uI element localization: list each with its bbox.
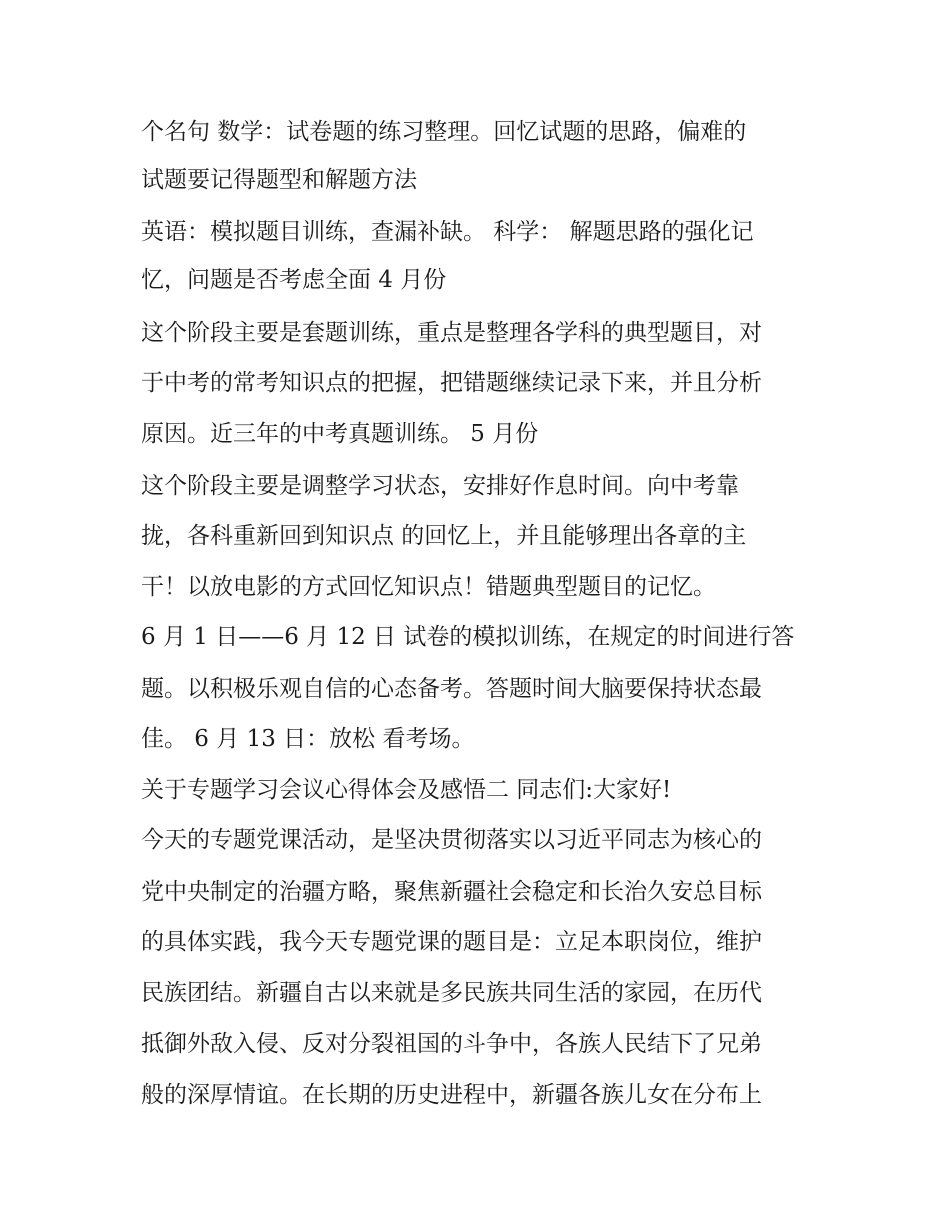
text-line-13: 佳。 6 月 13 日：放松 看考场。 [141,726,475,752]
text-line-2: 试题要记得题型和解题方法 [141,167,417,193]
text-line-14: 关于专题学习会议心得体会及感悟二 同志们:大家好! [141,777,672,803]
text-line-1: 个名句 数学：试卷题的练习整理。回忆试题的思路，偏难的 [141,119,747,145]
text-line-17: 的具体实践，我今天专题党课的题目是：立足本职岗位，维护 [141,929,762,955]
text-line-12: 题。以积极乐观自信的心态备考。答题时间大脑要保持状态最 [141,676,762,702]
text-line-16: 党中央制定的治疆方略，聚焦新疆社会稳定和长治久安总目标 [141,879,762,905]
text-line-5: 这个阶段主要是套题训练，重点是整理各学科的典型题目，对 [141,320,762,346]
text-line-18: 民族团结。新疆自古以来就是多民族共同生活的家园，在历代 [141,980,762,1006]
text-line-3: 英语：模拟题目训练，查漏补缺。 科学： 解题思路的强化记 [141,219,754,245]
text-line-15: 今天的专题党课活动，是坚决贯彻落实以习近平同志为核心的 [141,827,762,853]
text-line-19: 抵御外敌入侵、反对分裂祖国的斗争中，各族人民结下了兄弟 [141,1031,762,1057]
text-line-10: 干！以放电影的方式回忆知识点！错题典型题目的记忆。 [141,574,716,600]
text-line-11: 6 月 1 日——6 月 12 日 试卷的模拟训练，在规定的时间进行答 [141,624,795,650]
text-line-8: 这个阶段主要是调整学习状态，安排好作息时间。向中考靠 [141,473,739,499]
text-line-9: 拢，各科重新回到知识点 的回忆上，并且能够理出各章的主 [141,523,747,549]
text-line-20: 般的深厚情谊。在长期的历史进程中，新疆各族儿女在分布上 [141,1082,762,1108]
text-line-6: 于中考的常考知识点的把握，把错题继续记录下来，并且分析 [141,370,762,396]
text-line-4: 忆，问题是否考虑全面 4 月份 [141,267,447,293]
text-line-7: 原因。近三年的中考真题训练。 5 月份 [141,421,539,447]
